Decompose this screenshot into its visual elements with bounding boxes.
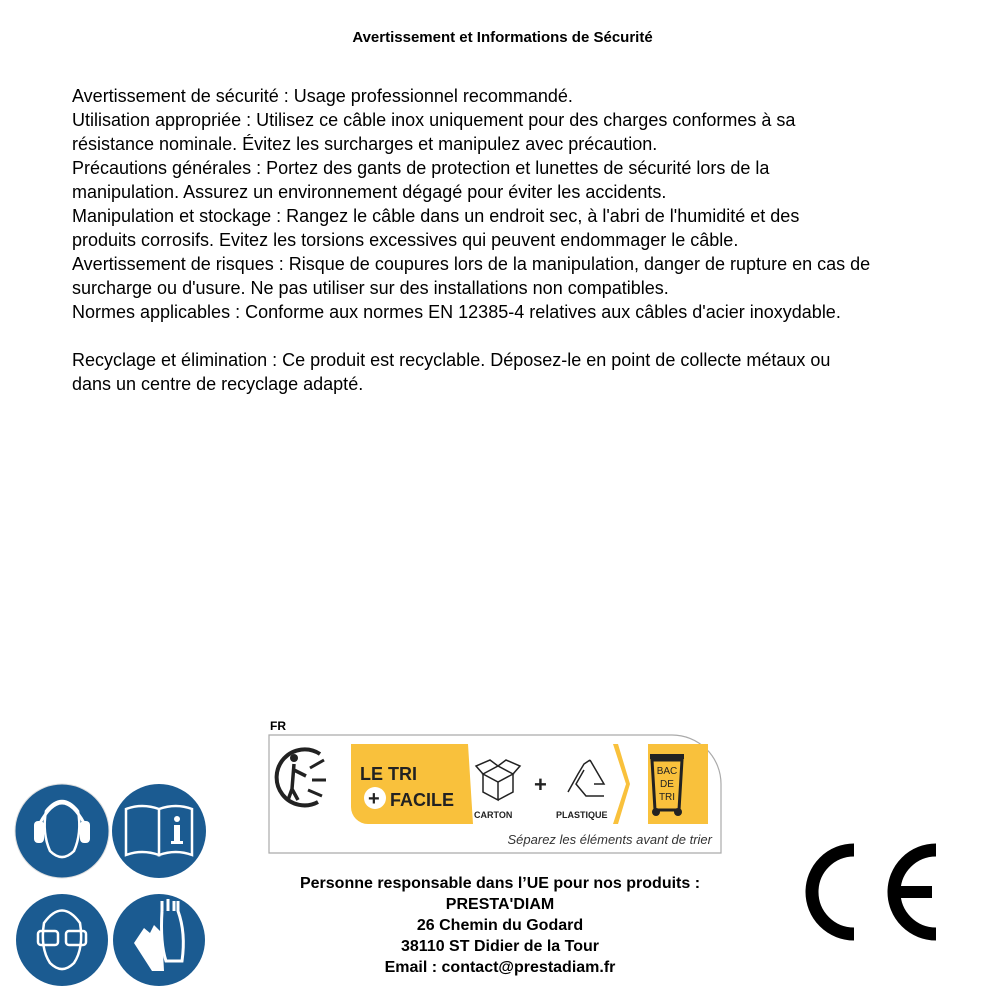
read-manual-icon [112,784,206,878]
text-line: dans un centre de recyclage adapté. [72,374,364,394]
safety-icons [14,783,214,993]
triman-caption: Séparez les éléments avant de trier [507,832,712,847]
address-street: 26 Chemin du Godard [416,917,584,934]
plus-icon: + [368,788,380,810]
text-line: Utilisation appropriée : Utilisez ce câble inox uniquement pour des charges conformes à sa [72,110,796,130]
text-line: produits corrosifs. Evitez les torsions excessives qui peuvent endommager le câble. [72,230,739,250]
triman-line2: FACILE [390,790,455,810]
page-title: Avertissement et Informations de Sécurité [352,29,653,46]
address-city: 38110 ST Didier de la Tour [401,938,599,955]
triman-line1: LE TRI [360,764,417,784]
triman-label [268,734,722,854]
svg-text:DE: DE [660,779,674,790]
text-line: Précautions générales : Portez des gants de protection et lunettes de sécurité lors de la [72,158,770,178]
text-line: Avertissement de risques : Risque de coupures lors de la manipulation, danger de rupture en cas de [72,254,871,274]
text-line: Avertissement de sécurité : Usage professionnel recommandé. [72,86,573,106]
country-code: FR [270,719,286,733]
svg-text:TRI: TRI [658,792,676,803]
item-plastique: PLASTIQUE [556,810,608,820]
text-line: Recyclage et élimination : Ce produit est recyclable. Déposez-le en point de collecte métaux ou [72,350,831,370]
text-line: résistance nominale. Évitez les surcharges et manipulez avec précaution. [72,134,658,154]
paragraph-recycling [72,348,870,396]
paragraph-safety [72,84,870,324]
gloves-icon [113,894,205,986]
ce-mark [796,842,941,942]
company-name: PRESTA'DIAM [445,896,555,913]
safety-text [72,84,870,396]
footer-heading: Personne responsable dans l’UE pour nos produits : [299,875,701,892]
svg-text:BAC: BAC [656,766,678,777]
text-line: surcharge ou d'usure. Ne pas utiliser sur des installations non compatibles. [72,278,669,298]
ear-protection-icon [15,784,109,878]
text-line: Normes applicables : Conforme aux normes EN 12385-4 relatives aux câbles d'acier inoxydable. [72,302,841,322]
contact-email: Email : contact@prestadiam.fr [384,959,616,976]
text-line: Manipulation et stockage : Rangez le câble dans un endroit sec, à l'abri de l'humidité et des [72,206,800,226]
plus-icon: + [534,772,547,797]
eye-protection-icon [16,894,108,986]
item-carton: CARTON [474,810,513,820]
responsible-person [250,873,750,978]
text-line: manipulation. Assurez un environnement dégagé pour éviter les accidents. [72,182,667,202]
